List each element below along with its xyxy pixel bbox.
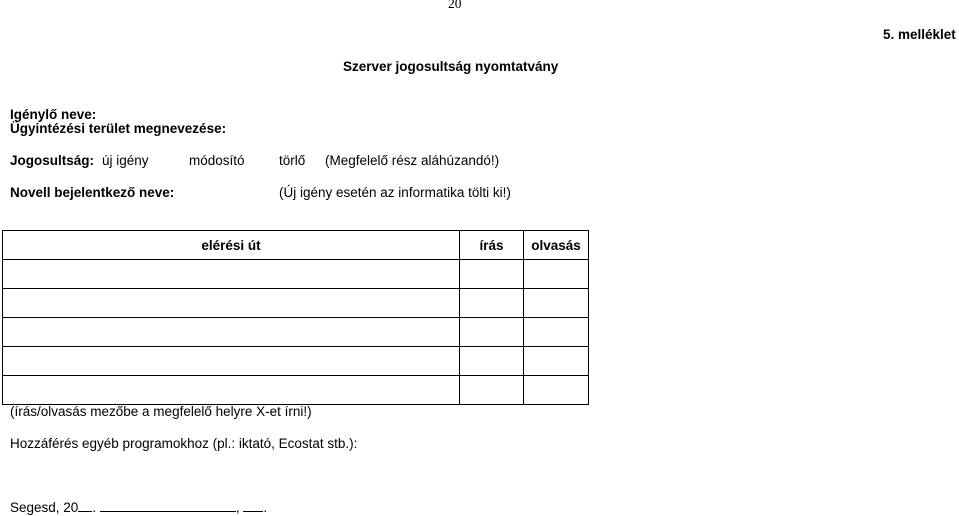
- table-row: [3, 289, 589, 318]
- read-cell[interactable]: [524, 260, 589, 289]
- permission-note: (Megfelelő rész aláhúzandó!): [325, 153, 500, 168]
- permission-label: Jogosultság:: [10, 153, 95, 168]
- department-label: Ügyintézési terület megnevezése:: [10, 121, 227, 136]
- write-cell[interactable]: [460, 376, 524, 405]
- path-cell[interactable]: [3, 318, 460, 347]
- write-cell[interactable]: [460, 347, 524, 376]
- path-cell[interactable]: [3, 376, 460, 405]
- permission-option-delete: törlő: [279, 153, 306, 168]
- sep-1: .: [92, 500, 97, 515]
- table-note: (írás/olvasás mezőbe a megfelelő helyre X-et írni!): [10, 404, 312, 419]
- year-blank[interactable]: [78, 499, 92, 512]
- day-blank[interactable]: [243, 499, 263, 512]
- table-row: [3, 376, 589, 405]
- path-cell[interactable]: [3, 347, 460, 376]
- table-row: [3, 260, 589, 289]
- table-header-row: [3, 231, 589, 260]
- permission-option-new: új igény: [102, 153, 149, 168]
- novell-note: (Új igény esetén az informatika tölti ki!): [279, 185, 511, 200]
- header-write: írás: [460, 231, 524, 260]
- table-row: [3, 347, 589, 376]
- sep-2: ,: [235, 500, 240, 515]
- path-permissions-table: [2, 230, 589, 405]
- signature-line: [10, 499, 267, 516]
- read-cell[interactable]: [524, 347, 589, 376]
- write-cell[interactable]: [460, 289, 524, 318]
- place-date-prefix: Segesd, 20: [10, 500, 79, 515]
- form-title: Szerver jogosultság nyomtatvány: [343, 59, 559, 74]
- path-cell[interactable]: [3, 289, 460, 318]
- end-dot: .: [263, 500, 268, 515]
- header-path: elérési út: [3, 231, 460, 260]
- permission-option-modify: módosító: [189, 153, 245, 168]
- read-cell[interactable]: [524, 318, 589, 347]
- write-cell[interactable]: [460, 318, 524, 347]
- month-blank[interactable]: [100, 499, 236, 512]
- annex-label: 5. melléklet: [883, 27, 956, 42]
- write-cell[interactable]: [460, 260, 524, 289]
- header-read: olvasás: [524, 231, 589, 260]
- requester-label: Igénylő neve:: [10, 107, 97, 122]
- path-cell[interactable]: [3, 260, 460, 289]
- page-number: 20: [448, 0, 462, 11]
- table-row: [3, 318, 589, 347]
- read-cell[interactable]: [524, 376, 589, 405]
- read-cell[interactable]: [524, 289, 589, 318]
- novell-label: Novell bejelentkező neve:: [10, 185, 175, 200]
- other-access-label: Hozzáférés egyéb programokhoz (pl.: iktató, Ecostat stb.):: [10, 436, 358, 451]
